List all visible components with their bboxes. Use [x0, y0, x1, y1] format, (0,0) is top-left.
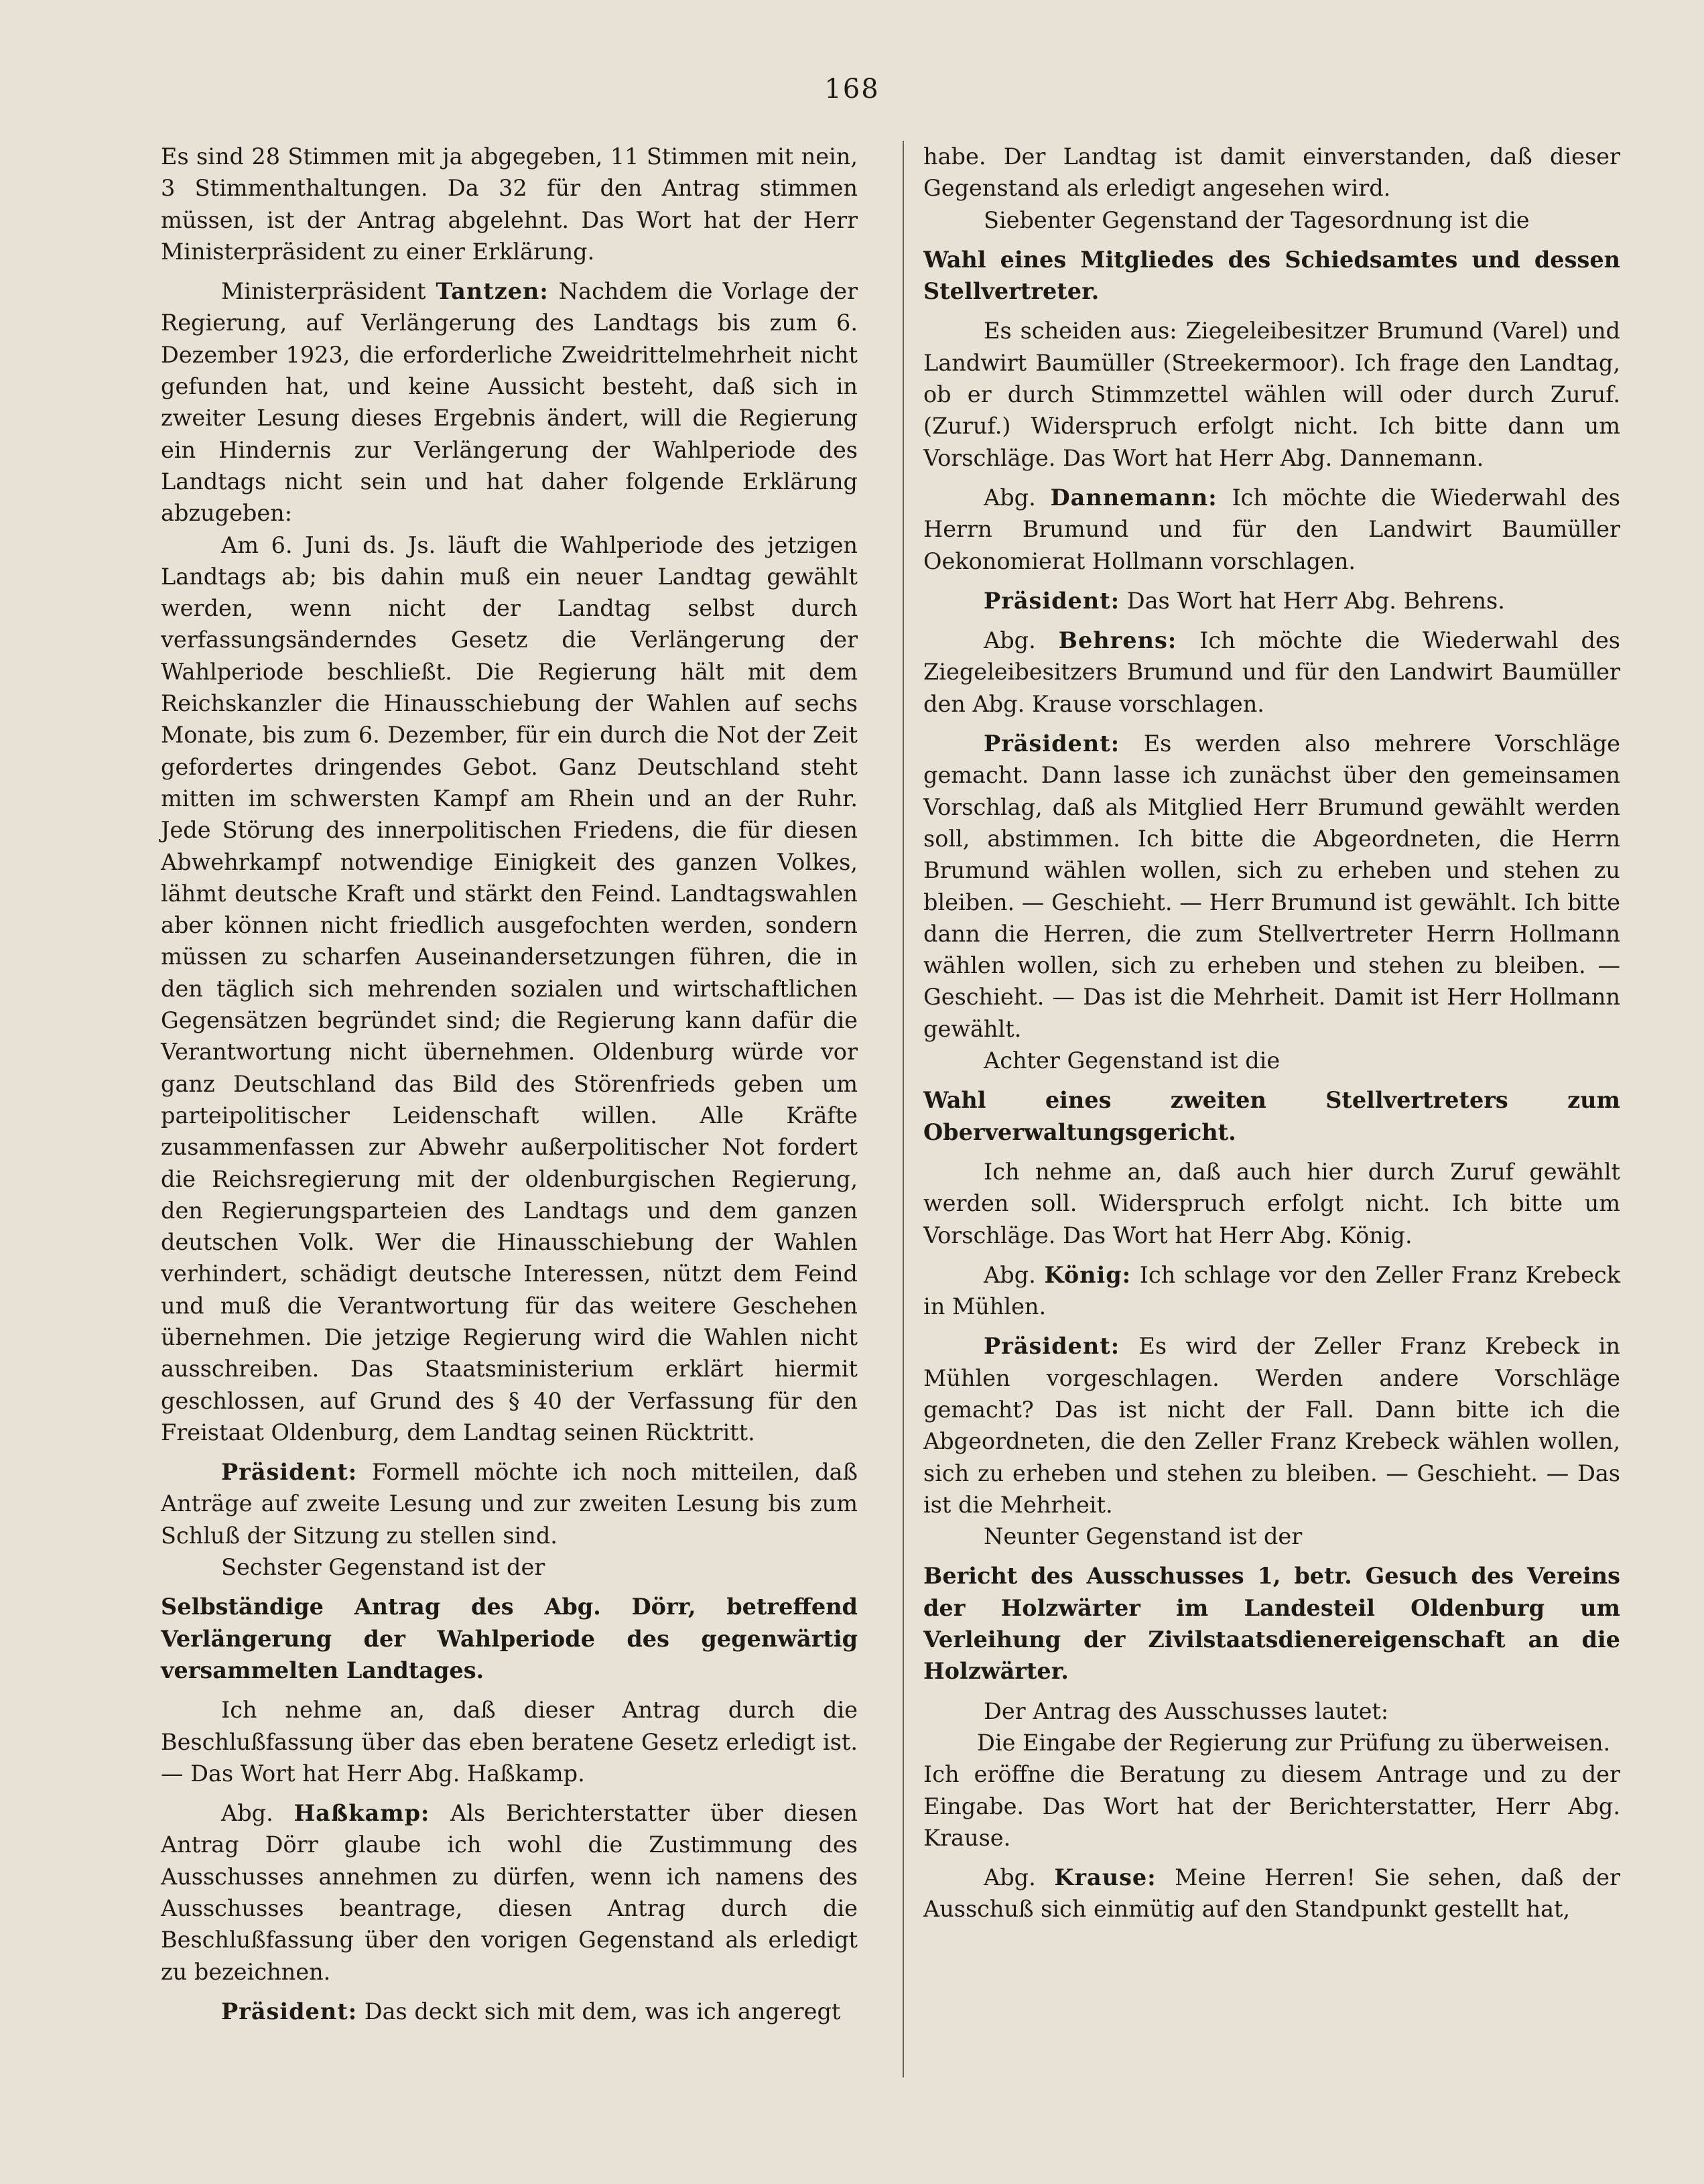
speech-paragraph: Abg. Krause: Meine Herren! Sie sehen, daß der Ausschuß sich einmütig auf den Standpunkt gestellt hat, — [923, 1864, 1620, 1923]
speaker-name: König: — [1044, 1261, 1132, 1288]
speaker-name: Präsident: — [221, 1459, 358, 1486]
speaker-name: Haßkamp: — [293, 1800, 430, 1827]
speaker-name: Dannemann: — [1050, 484, 1218, 511]
paragraph: Ich eröffne die Beratung zu diesem Antrage und zu der Eingabe. Das Wort hat der Berichterstatter, Herr Abg. Krause. — [923, 1761, 1620, 1851]
speech-paragraph: Präsident: Es werden also mehrere Vorschläge gemacht. Dann lasse ich zunächst über den gemeinsamen Vorschlag, daß als Mitglied Herr Brumund gewählt werden soll, abstimmen. Ich bitte die Abgeordneten, die Herrn Brumund wählen wollen, sich zu erheben und stehen zu bleiben. — Geschieht. — Herr Brumund ist gewählt. Ich bitte dann die Herren, die zum Stellvertreter Herrn Hollmann wählen wollen, sich zu erheben und stehen zu bleiben. — Geschieht. — Das ist die Mehrheit. Damit ist Herr Hollmann gewählt. — [923, 730, 1620, 1042]
speech-paragraph: Abg. Behrens: Ich möchte die Wiederwahl des Ziegeleibesitzers Brumund und für den Landwirt Baumüller den Abg. Krause vorschlagen. — [923, 627, 1620, 717]
page-number: 168 — [824, 74, 880, 105]
speech-paragraph: Ministerpräsident Tantzen: Nachdem die Vorlage der Regierung, auf Verlängerung des Landtags bis zum 6. Dezember 1923, die erforderliche Zweidrittelmehrheit nicht gefunden hat, und keine Aussicht besteht, daß sich in zweiter Lesung dieses Ergebnis ändert, will die Regierung ein Hindernis zur Verlängerung der Wahlperiode des Landtags nicht sein und hat daher folgende Erklärung abzugeben: — [161, 278, 858, 527]
speaker-name: Behrens: — [1058, 627, 1177, 654]
right-column — [923, 141, 1620, 1925]
speech-paragraph: Präsident: Formell möchte ich noch mitteilen, daß Anträge auf zweite Lesung und zur zweiten Lesung bis zum Schluß der Sitzung zu stellen sind. — [161, 1459, 858, 1549]
paragraph: Es scheiden aus: Ziegeleibesitzer Brumund (Varel) und Landwirt Baumüller (Streekermoor). Ich frage den Landtag, ob er durch Stimmzettel wählen will oder durch Zuruf. (Zuruf.) Widerspruch erfolgt nicht. Ich bitte dann um Vorschläge. Das Wort hat Herr Abg. Dannemann. — [923, 318, 1620, 471]
quoted-motion: Die Eingabe der Regierung zur Prüfung zu überweisen. — [977, 1729, 1611, 1756]
speaker-name: Präsident: — [984, 730, 1120, 757]
speech-paragraph: Präsident: Es wird der Zeller Franz Krebeck in Mühlen vorgeschlagen. Werden andere Vorschläge gemacht? Das ist nicht der Fall. Dann bitte ich die Abgeordneten, die den Zeller Franz Krebeck wählen wollen, sich zu erheben und stehen zu bleiben. — Geschieht. — Das ist die Mehrheit. — [923, 1333, 1620, 1518]
paragraph: Am 6. Juni ds. Js. läuft die Wahlperiode des jetzigen Landtags ab; bis dahin muß ein neuer Landtag gewählt werden, wenn nicht der Landtag selbst durch verfassungsänderndes Gesetz die Verlängerung der Wahlperiode beschließt. Die Regierung hält mit dem Reichskanzler die Hinausschiebung der Wahlen auf sechs Monate, bis zum 6. Dezember, für ein durch die Not der Zeit gefordertes dringendes Gebot. Ganz Deutschland steht mitten im schwersten Kampf am Rhein und an der Ruhr. Jede Störung des innerpolitischen Friedens, die für diesen Abwehrkampf notwendige Einigkeit des ganzen Volkes, lähmt deutsche Kraft und stärkt den Feind. Landtagswahlen aber können nicht friedlich ausgefochten werden, sondern müssen zu scharfen Auseinandersetzungen führen, die in den täglich sich mehrenden sozialen und wirtschaftlichen Gegensätzen begründet sind; die Regierung kann dafür die Verantwortung nicht übernehmen. Oldenburg würde vor ganz Deutschland das Bild des Störenfrieds geben um parteipolitischer Leidenschaft willen. Alle Kräfte zusammenfassen zur Abwehr außerpolitischer Not fordert die Reichsregierung mit der oldenburgischen Regierung, den Regierungsparteien des Landtags und dem ganzen deutschen Volk. Wer die Hinausschiebung der Wahlen verhindert, schädigt deutsche Interessen, nützt dem Feind und muß die Verantwortung für das weitere Geschehen übernehmen. Die jetzige Regierung wird die Wahlen nicht ausschreiben. Das Staatsministerium erklärt hiermit geschlossen, auf Grund des § 40 der Verfassung für den Freistaat Oldenburg, dem Landtag seinen Rücktritt. — [161, 531, 858, 1446]
speech-paragraph: Abg. Dannemann: Ich möchte die Wiederwahl des Herrn Brumund und für den Landwirt Baumüller Oekonomierat Hollmann vorschlagen. — [923, 484, 1620, 574]
speaker-name: Präsident: — [984, 587, 1120, 614]
paragraph: Es sind 28 Stimmen mit ja abgegeben, 11 Stimmen mit nein, 3 Stimmenthaltungen. Da 32 für den Antrag stimmen müssen, ist der Antrag abgelehnt. Das Wort hat der Herr Ministerpräsident zu einer Erklärung. — [161, 143, 858, 265]
speaker-name: Präsident: — [984, 1333, 1120, 1360]
agenda-heading: Wahl eines Mitgliedes des Schiedsamtes und dessen Stellvertreter. — [923, 246, 1620, 305]
agenda-heading: Bericht des Ausschusses 1, betr. Gesuch des Vereins der Holzwärter im Landesteil Oldenburg um Verleihung der Zivilstaatsdienereigenschaft an die Holzwärter. — [923, 1563, 1620, 1685]
paragraph: Achter Gegenstand ist die — [984, 1047, 1281, 1074]
paragraph: Ich nehme an, daß auch hier durch Zuruf gewählt werden soll. Widerspruch erfolgt nicht. Ich bitte um Vorschläge. Das Wort hat Herr Abg. König. — [923, 1158, 1620, 1248]
speech-paragraph: Abg. Haßkamp: Als Berichterstatter über diesen Antrag Dörr glaube ich wohl die Zustimmung des Ausschusses annehmen zu dürfen, wenn ich namens des Ausschusses beantrage, diesen Antrag durch die Beschlußfassung über den vorigen Gegenstand als erledigt zu bezeichnen. — [161, 1800, 858, 1985]
column-divider — [903, 141, 904, 2077]
paragraph: habe. Der Landtag ist damit einverstanden, daß dieser Gegenstand als erledigt angesehen wird. — [923, 143, 1620, 202]
speaker-name: Tantzen: — [436, 278, 549, 305]
paragraph: Neunter Gegenstand ist der — [984, 1523, 1303, 1550]
paragraph: Siebenter Gegenstand der Tagesordnung ist die — [984, 206, 1530, 233]
speaker-name: Krause: — [1054, 1864, 1157, 1891]
paragraph: Ich nehme an, daß dieser Antrag durch die Beschlußfassung über das eben beratene Gesetz erledigt ist. — Das Wort hat Herr Abg. Haßkamp. — [161, 1697, 858, 1787]
agenda-heading: Selbständige Antrag des Abg. Dörr, betreffend Verlängerung der Wahlperiode des gegenwärtig versammelten Landtages. — [161, 1594, 858, 1683]
left-column — [161, 141, 858, 2027]
speech-paragraph: Präsident: Das deckt sich mit dem, was ich angeregt — [221, 1998, 841, 2025]
agenda-heading: Wahl eines zweiten Stellvertreters zum Oberverwaltungsgericht. — [923, 1087, 1620, 1145]
paragraph: Der Antrag des Ausschusses lautet: — [984, 1697, 1389, 1724]
speech-paragraph: Abg. König: Ich schlage vor den Zeller Franz Krebeck in Mühlen. — [923, 1261, 1620, 1320]
speaker-name: Präsident: — [221, 1998, 358, 2025]
speech-paragraph: Präsident: Das Wort hat Herr Abg. Behrens. — [984, 587, 1505, 614]
paragraph: Sechster Gegenstand ist der — [221, 1554, 545, 1581]
